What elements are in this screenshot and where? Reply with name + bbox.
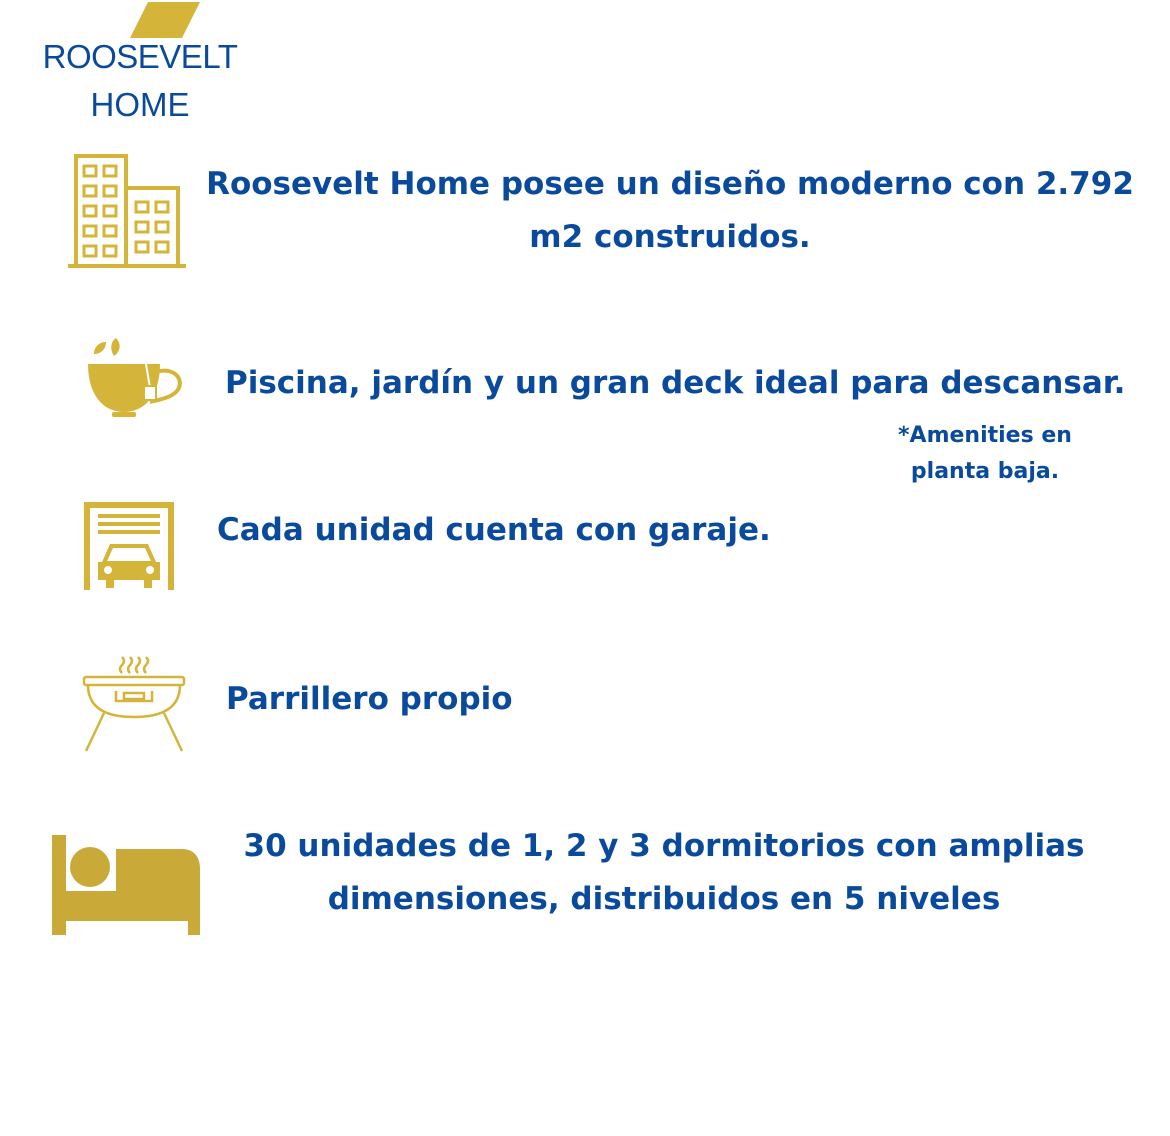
feature-units-line1: 30 unidades de 1, 2 y 3 dormitorios con amplias bbox=[243, 828, 1085, 864]
logo-name: ROOSEVELT bbox=[42, 38, 238, 75]
feature-units-text bbox=[214, 820, 1114, 926]
logo-mark-icon bbox=[130, 2, 200, 38]
amenities-note-line2: planta baja. bbox=[910, 459, 1060, 484]
amenities-note-line1: *Amenities en bbox=[898, 423, 1072, 448]
feature-units-line2: dimensiones, distribuidos en 5 niveles bbox=[327, 881, 1001, 917]
feature-building-line1: Roosevelt Home posee un diseño moderno con 2.792 bbox=[206, 166, 1134, 202]
feature-building-line2: m2 construidos. bbox=[529, 219, 811, 255]
garage-car-icon bbox=[80, 500, 178, 592]
amenities-note bbox=[880, 418, 1090, 490]
grill-icon bbox=[80, 655, 188, 755]
building-icon bbox=[66, 152, 188, 270]
feature-grill-text: Parrillero propio bbox=[226, 681, 513, 717]
logo bbox=[30, 0, 250, 130]
teacup-icon bbox=[84, 336, 188, 420]
feature-building-text bbox=[205, 158, 1135, 264]
logo-subname: HOME bbox=[90, 86, 190, 123]
feature-garage-text: Cada unidad cuenta con garaje. bbox=[217, 512, 771, 548]
bed-icon bbox=[52, 835, 202, 935]
feature-amenities-text: Piscina, jardín y un gran deck ideal para descansar. bbox=[225, 365, 1126, 401]
